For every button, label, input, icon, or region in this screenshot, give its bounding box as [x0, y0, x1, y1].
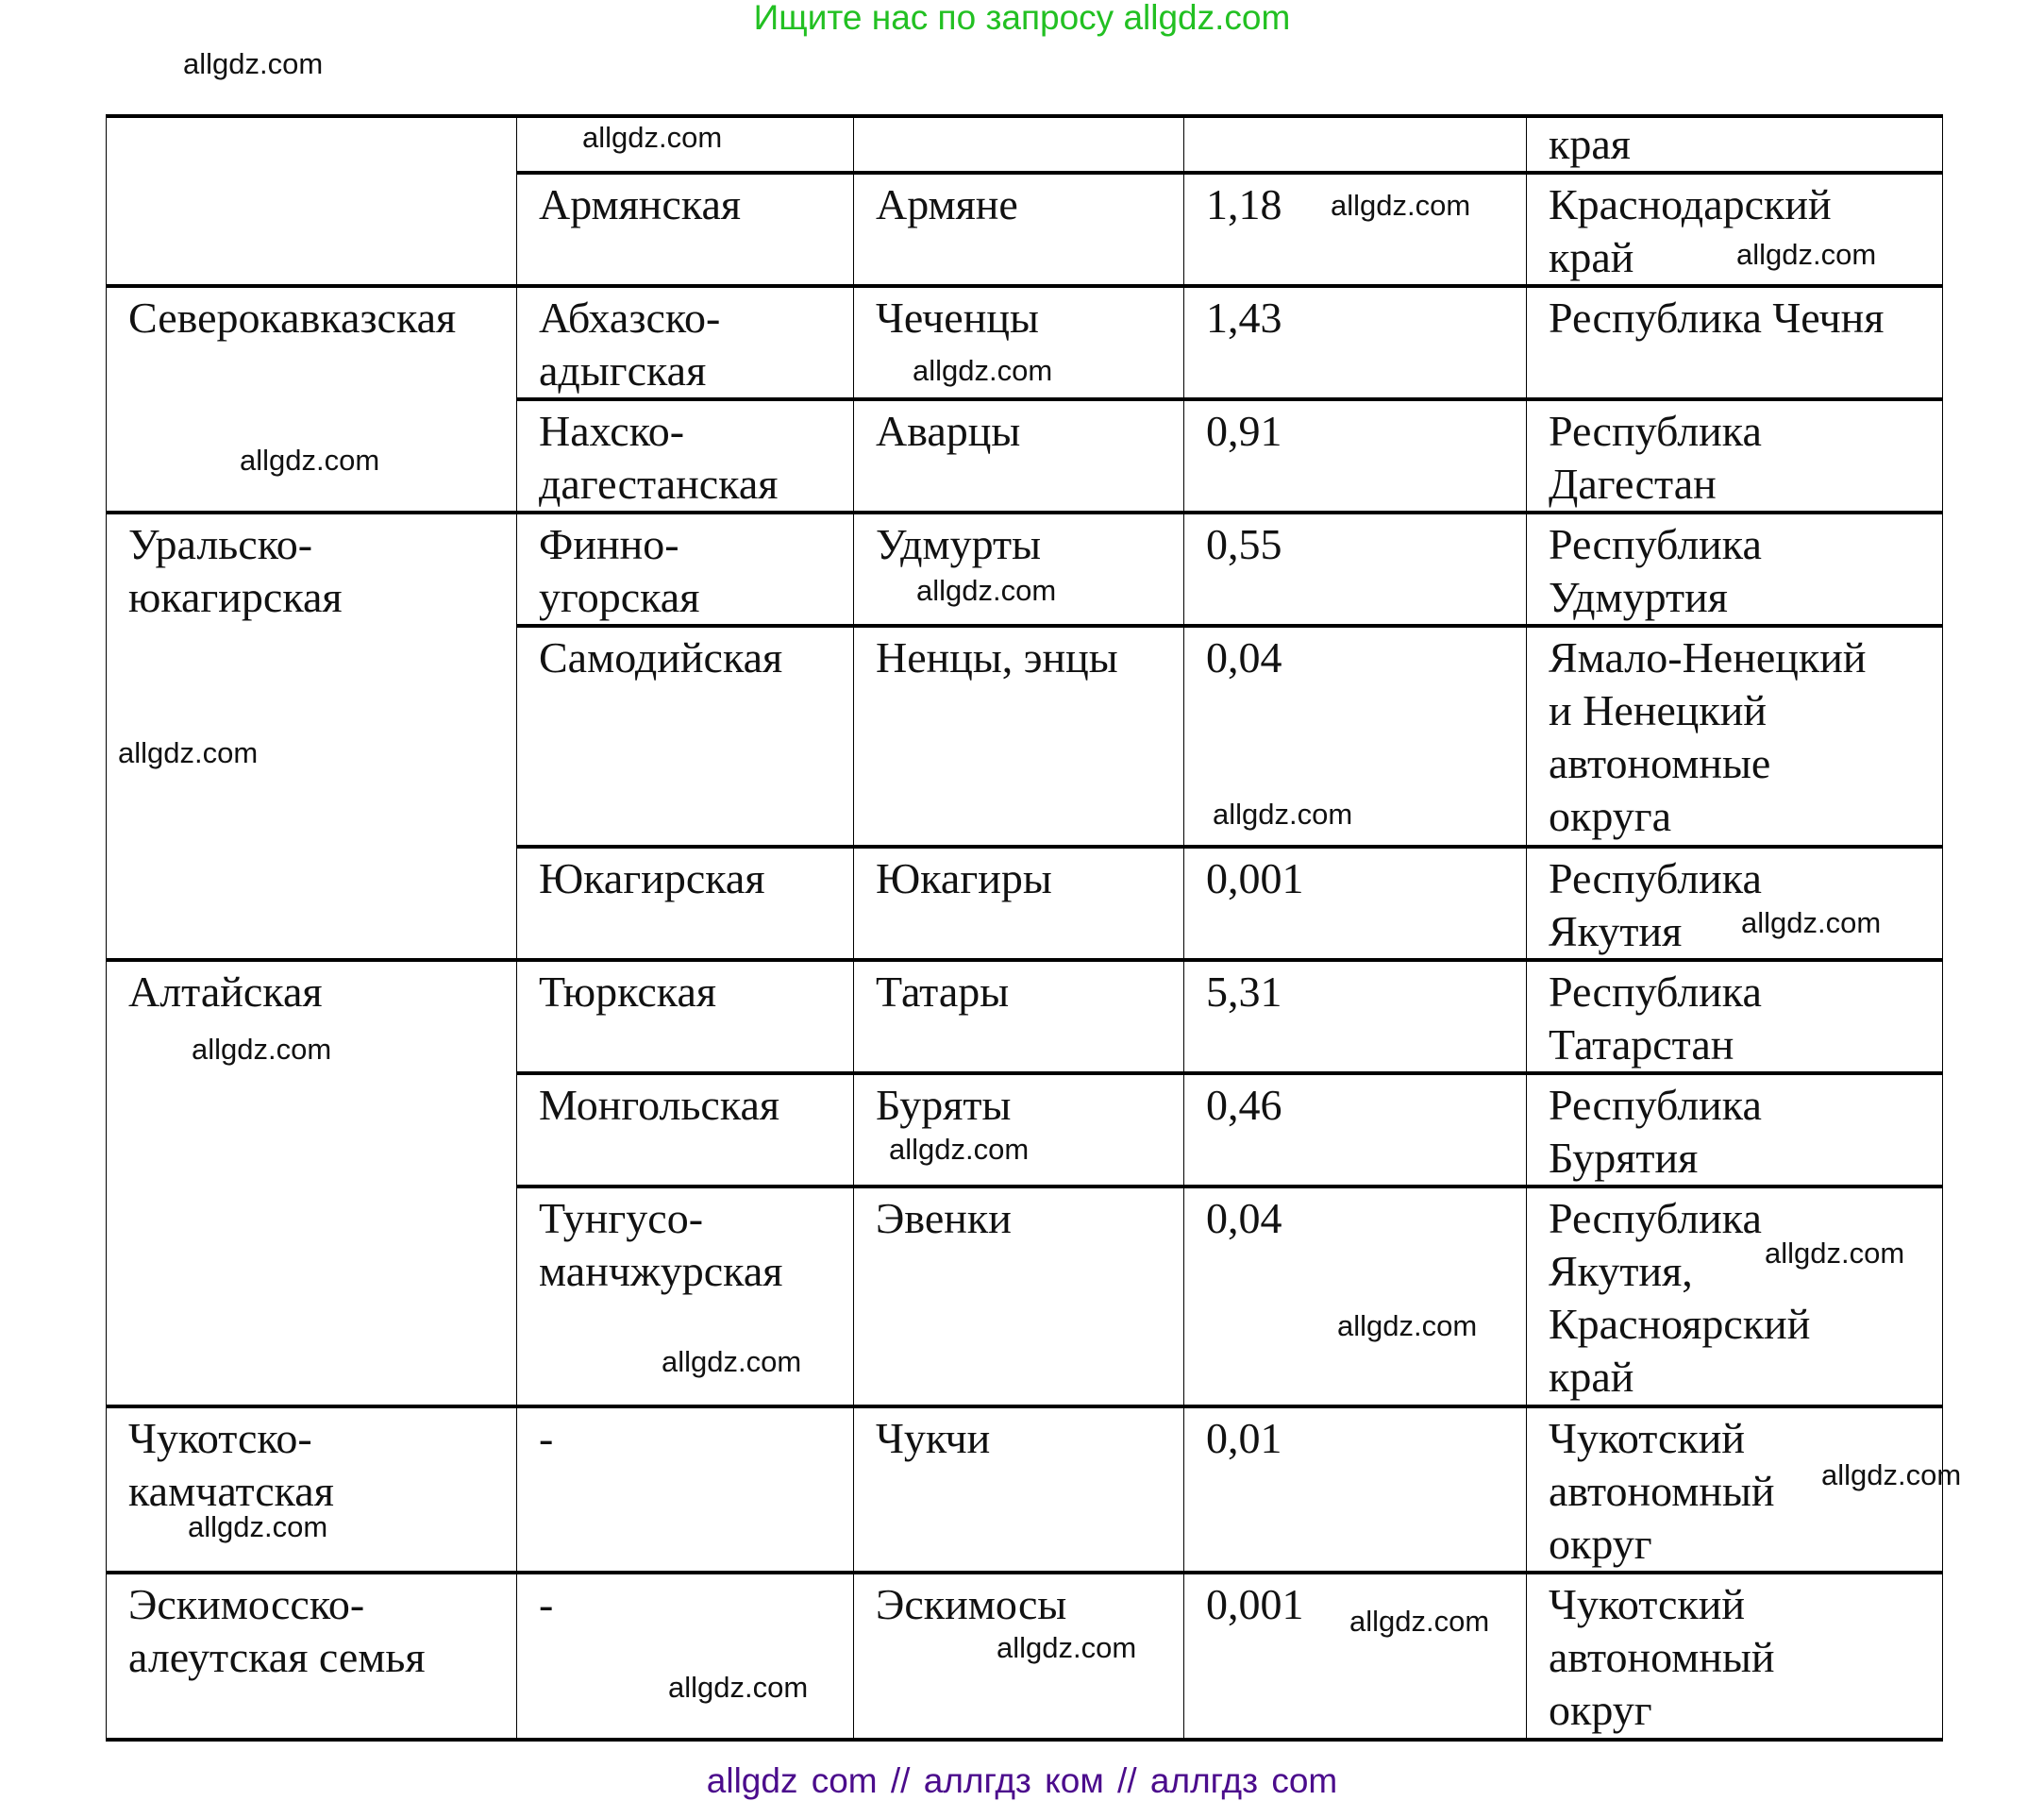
value-cell: 0,04 [1184, 626, 1527, 847]
region-cell: Республика Чечня [1527, 286, 1943, 399]
group-cell: - [517, 1573, 854, 1740]
group-cell: Юкагирская [517, 847, 854, 960]
group-cell: - [517, 1406, 854, 1573]
people-cell: Армяне [854, 173, 1184, 286]
search-hint-header: Ищите нас по запросу allgdz.com [753, 0, 1291, 37]
region-cell: края [1527, 116, 1943, 173]
region-cell: Республика Якутия, Красноярский край [1527, 1187, 1943, 1406]
people-cell: Эвенки [854, 1187, 1184, 1406]
watermark: allgdz.com [1331, 189, 1471, 222]
family-cell: Северокавказская [107, 286, 517, 513]
table-row [107, 1406, 1943, 1573]
value-cell: 0,001 [1184, 847, 1527, 960]
watermark: allgdz.com [1821, 1458, 1962, 1491]
people-cell: Эскимосы [854, 1573, 1184, 1740]
people-cell: Татары [854, 960, 1184, 1073]
group-cell: Тюркская [517, 960, 854, 1073]
people-cell [854, 116, 1184, 173]
value-cell: 0,91 [1184, 399, 1527, 513]
watermark: allgdz.com [183, 47, 324, 80]
region-cell: Республика Дагестан [1527, 399, 1943, 513]
watermark: allgdz.com [1741, 906, 1882, 939]
region-cell: Чукотский автономный округ [1527, 1406, 1943, 1573]
value-cell: 1,43 [1184, 286, 1527, 399]
family-cell: Алтайская [107, 960, 517, 1406]
family-cell [107, 116, 517, 286]
family-cell: Эскимосско- алеутская семья [107, 1573, 517, 1740]
people-cell: Ненцы, энцы [854, 626, 1184, 847]
group-cell: Монгольская [517, 1073, 854, 1187]
value-cell: 0,04 [1184, 1187, 1527, 1406]
region-cell: Краснодарский край [1527, 173, 1943, 286]
group-cell: Самодийская [517, 626, 854, 847]
people-cell: Аварцы [854, 399, 1184, 513]
watermark: allgdz.com [997, 1631, 1137, 1664]
region-cell: Ямало-Ненецкий и Ненецкий автономные округа [1527, 626, 1943, 847]
people-cell: Удмурты [854, 513, 1184, 626]
region-cell: Республика Татарстан [1527, 960, 1943, 1073]
watermark: allgdz.com [913, 354, 1053, 387]
group-cell: Тунгусо- манчжурская [517, 1187, 854, 1406]
region-cell: Чукотский автономный округ [1527, 1573, 1943, 1740]
group-cell: Финно- угорская [517, 513, 854, 626]
people-cell: Чукчи [854, 1406, 1184, 1573]
watermark: allgdz.com [1337, 1309, 1478, 1342]
watermark: allgdz.com [1349, 1605, 1490, 1638]
value-cell: 5,31 [1184, 960, 1527, 1073]
watermark: allgdz.com [240, 444, 380, 477]
watermark: allgdz.com [916, 574, 1057, 607]
watermark: allgdz.com [889, 1133, 1030, 1166]
table-row [107, 960, 1943, 1073]
region-cell: Республика Якутия [1527, 847, 1943, 960]
people-cell: Юкагиры [854, 847, 1184, 960]
region-cell: Республика Бурятия [1527, 1073, 1943, 1187]
region-cell: Республика Удмуртия [1527, 513, 1943, 626]
family-cell: Уральско- юкагирская [107, 513, 517, 960]
watermark: allgdz.com [668, 1671, 809, 1704]
watermark: allgdz.com [192, 1033, 332, 1066]
value-cell: 0,001 [1184, 1573, 1527, 1740]
value-cell [1184, 116, 1527, 173]
watermark: allgdz.com [662, 1345, 802, 1378]
value-cell: 0,55 [1184, 513, 1527, 626]
value-cell: 1,18 [1184, 173, 1527, 286]
value-cell: 0,01 [1184, 1406, 1527, 1573]
family-cell: Чукотско- камчатская [107, 1406, 517, 1573]
people-cell: Буряты [854, 1073, 1184, 1187]
group-cell: Абхазско- адыгская [517, 286, 854, 399]
table-row [107, 513, 1943, 626]
watermark: allgdz.com [1765, 1237, 1905, 1270]
watermark: allgdz.com [1736, 238, 1877, 271]
people-cell: Чеченцы [854, 286, 1184, 399]
table-row [107, 116, 1943, 173]
watermark: allgdz.com [188, 1510, 328, 1543]
value-cell: 0,46 [1184, 1073, 1527, 1187]
group-cell: Нахско- дагестанская [517, 399, 854, 513]
watermark: allgdz.com [1213, 798, 1353, 831]
watermark: allgdz.com [582, 121, 723, 154]
footer-links: allgdz com // аллгдз ком // аллгдз com [706, 1761, 1338, 1800]
watermark: allgdz.com [118, 736, 259, 769]
group-cell: Армянская [517, 173, 854, 286]
